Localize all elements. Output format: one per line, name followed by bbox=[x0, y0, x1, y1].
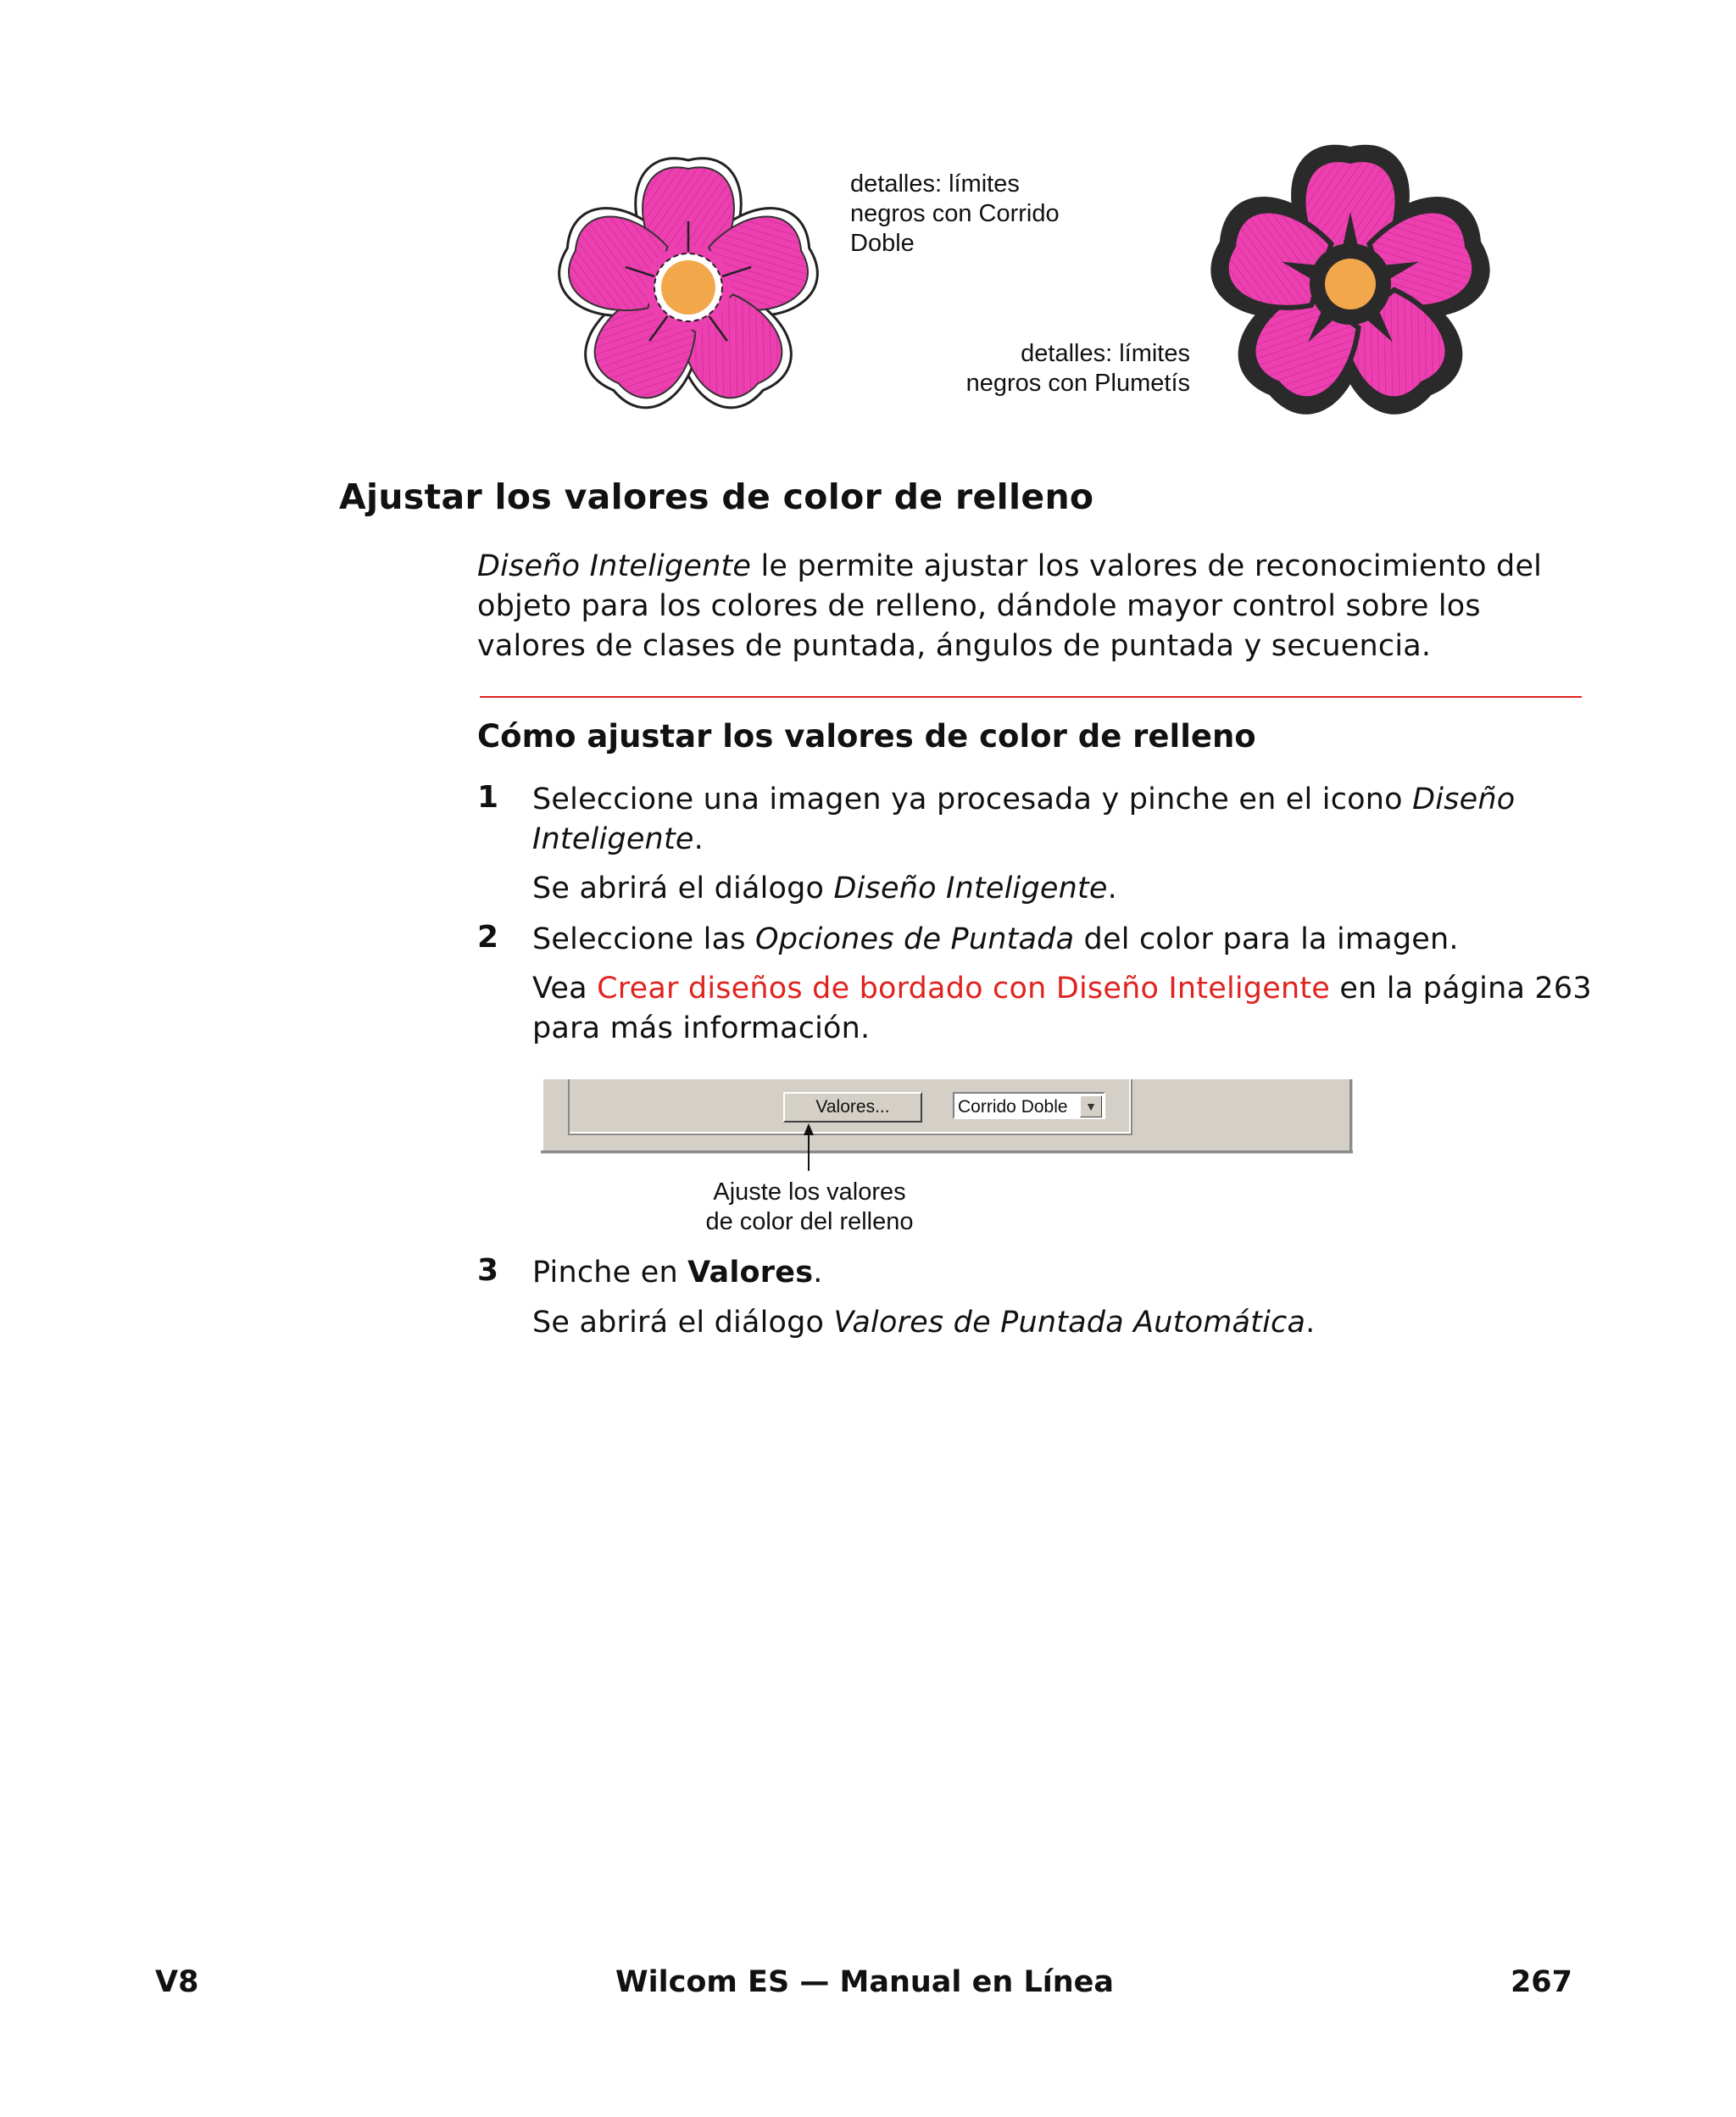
step-1-number: 1 bbox=[477, 780, 499, 815]
step-3-result bbox=[532, 1303, 1600, 1343]
section-intro bbox=[477, 547, 1596, 666]
step-2-text-a: Seleccione las bbox=[532, 922, 756, 956]
step-2-text bbox=[532, 920, 1600, 960]
intro-italic: Diseño Inteligente bbox=[477, 549, 752, 583]
section-title: Ajustar los valores de color de relleno bbox=[339, 476, 1094, 517]
procedure-title: Cómo ajustar los valores de color de relleno bbox=[477, 718, 1256, 755]
step-1-text-b: . bbox=[693, 822, 704, 856]
footer-page-number: 267 bbox=[1510, 1965, 1572, 1999]
step-1-result bbox=[532, 869, 1600, 909]
step-2-text-b: del color para la imagen. bbox=[1074, 922, 1459, 956]
step-3-result-a: Se abrirá el diálogo bbox=[532, 1306, 834, 1340]
step-1-italic: Diseño Inteligente bbox=[532, 783, 1516, 856]
combo-value: Corrido Doble bbox=[958, 1097, 1068, 1117]
intro-text: le permite ajustar los valores de reconocimiento del objeto para los colores de relleno, dándole mayor control sobre los valores de clases de puntada, ángulos de puntada y secuencia. bbox=[477, 549, 1543, 663]
caption-line: Doble bbox=[850, 230, 915, 257]
step-3-text-a: Pinche en bbox=[532, 1256, 688, 1290]
stitch-type-combo[interactable] bbox=[953, 1092, 1105, 1119]
step-3-bold: Valores bbox=[687, 1256, 814, 1290]
step-3-text-b: . bbox=[813, 1256, 823, 1290]
caption-corrido-doble bbox=[850, 170, 1104, 259]
flower-plumetis-image bbox=[1202, 140, 1499, 428]
dialog-edge bbox=[541, 1150, 1353, 1153]
flower-corrido-doble-image bbox=[542, 146, 835, 430]
step-3-number: 3 bbox=[477, 1253, 499, 1288]
caption-line: detalles: límites bbox=[850, 170, 1020, 198]
step-3-text bbox=[532, 1253, 1600, 1293]
cross-reference-link[interactable]: Crear diseños de bordado con Diseño Inteligente bbox=[597, 972, 1330, 1006]
dialog-edge bbox=[541, 1079, 543, 1153]
footer-version: V8 bbox=[155, 1965, 199, 1999]
dialog-callout bbox=[661, 1178, 958, 1237]
caption-plumetis bbox=[882, 339, 1190, 398]
valores-button[interactable]: Valores... bbox=[783, 1092, 922, 1123]
see-also-suffix: en la página 263 para más información. bbox=[532, 972, 1592, 1045]
step-1-text-a: Seleccione una imagen ya procesada y pinche en el icono bbox=[532, 783, 1413, 816]
procedure-divider bbox=[480, 696, 1582, 698]
footer-title: Wilcom ES — Manual en Línea bbox=[615, 1965, 1115, 1999]
step-1-result-b: . bbox=[1107, 872, 1117, 905]
callout-line: Ajuste los valores bbox=[713, 1178, 906, 1206]
callout-arrow-icon bbox=[800, 1123, 817, 1171]
callout-line: de color del relleno bbox=[705, 1208, 914, 1235]
step-3-result-italic: Valores de Puntada Automática bbox=[833, 1306, 1306, 1340]
caption-line: negros con Plumetís bbox=[965, 370, 1190, 397]
step-2-italic: Opciones de Puntada bbox=[755, 922, 1075, 956]
caption-line: detalles: límites bbox=[1021, 340, 1190, 367]
step-2-see-also bbox=[532, 969, 1600, 1049]
step-2-number: 2 bbox=[477, 920, 499, 955]
step-1-result-a: Se abrirá el diálogo bbox=[532, 872, 834, 905]
see-also-prefix: Vea bbox=[532, 972, 598, 1006]
step-1-result-italic: Diseño Inteligente bbox=[833, 872, 1108, 905]
dropdown-arrow-icon[interactable]: ▼ bbox=[1080, 1095, 1102, 1117]
dialog-edge bbox=[1349, 1079, 1352, 1153]
step-1-text bbox=[532, 780, 1600, 860]
step-3-result-b: . bbox=[1305, 1306, 1316, 1340]
caption-line: negros con Corrido bbox=[850, 200, 1060, 227]
